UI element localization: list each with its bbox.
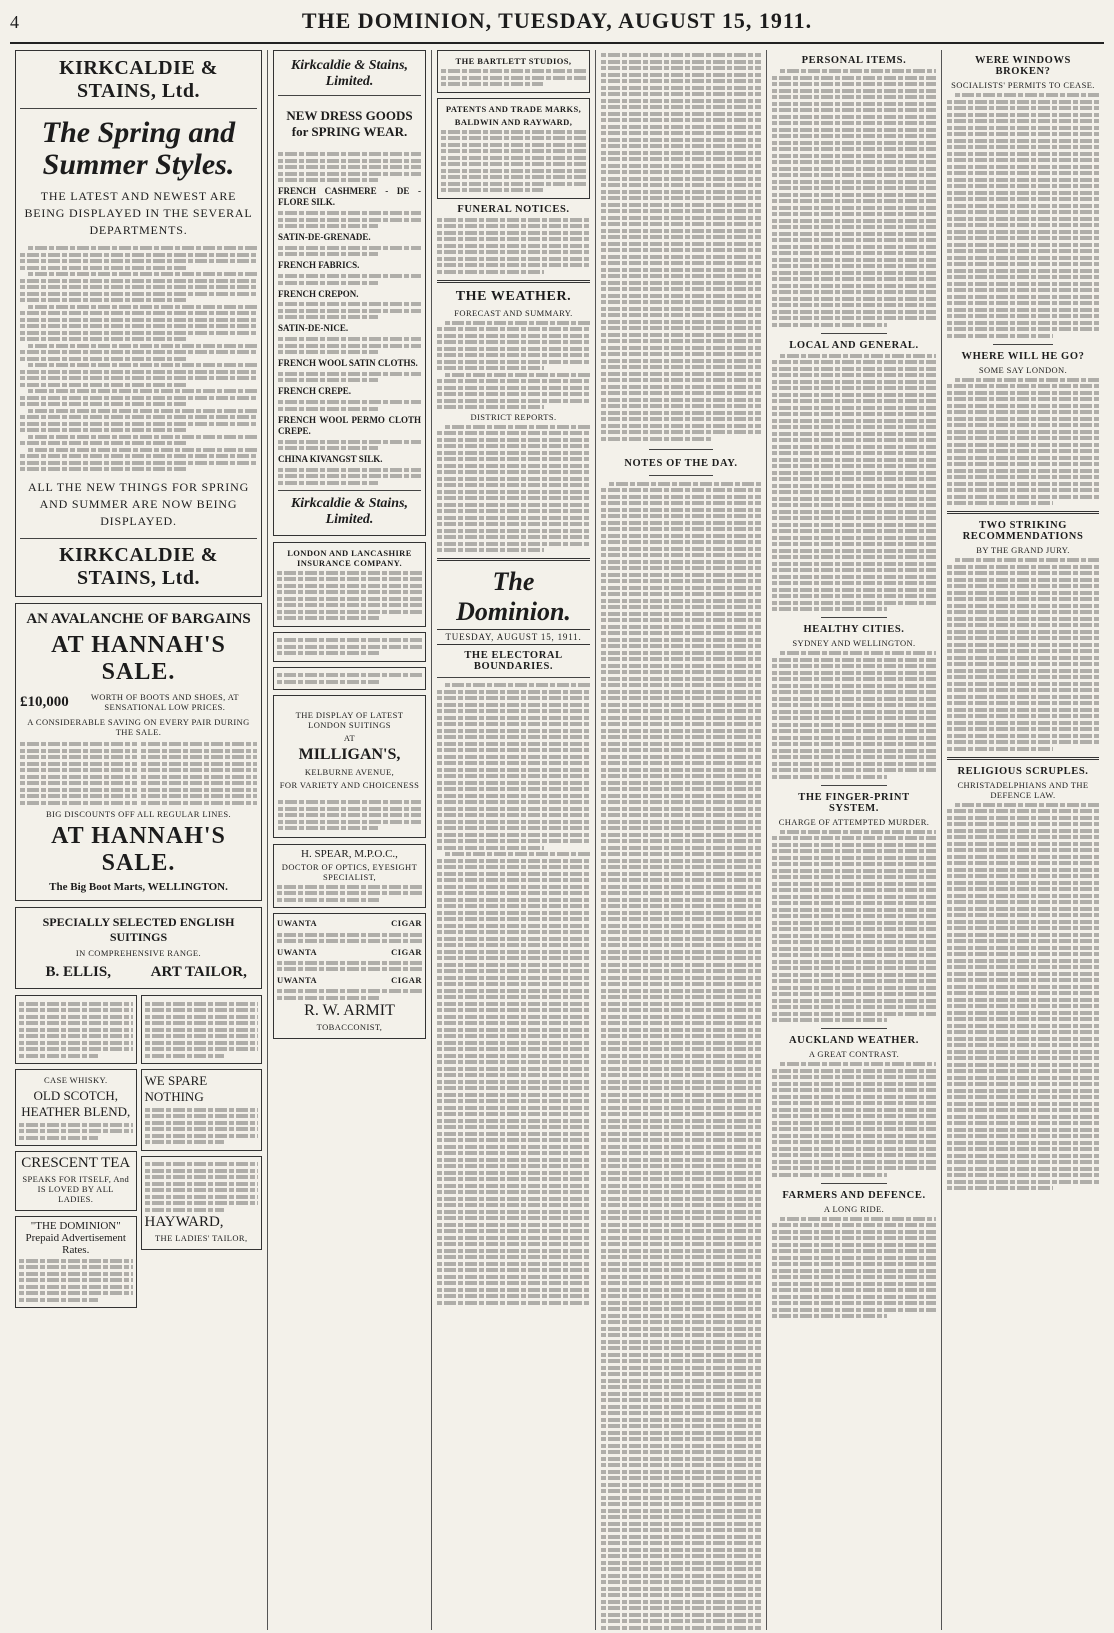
forecast-heading: FORECAST AND SUMMARY.	[454, 307, 573, 318]
dress-item: FRENCH CREPON.	[278, 288, 359, 299]
farmers-sub: A LONG RIDE.	[823, 1203, 885, 1214]
nameplate: The Dominion.	[456, 567, 571, 626]
dress-item: FRENCH WOOL SATIN CLOTHS.	[278, 358, 418, 368]
masthead	[10, 8, 1104, 44]
hannah-sale-ad	[15, 603, 262, 902]
where-heading: WHERE WILL HE GO?	[961, 350, 1085, 362]
finger-sub: CHARGE OF ATTEMPTED MURDER.	[778, 816, 930, 827]
crescent-tea-ad	[15, 1151, 137, 1211]
column-3	[432, 50, 596, 1630]
hayward-sub: THE LADIES' TAILOR,	[154, 1233, 248, 1244]
cigar-label: CIGAR	[391, 918, 422, 929]
kirkcaldie-spring-ad	[15, 50, 262, 597]
hannah-discounts: BIG DISCOUNTS OFF ALL REGULAR LINES.	[45, 809, 232, 820]
ad-subheadline: THE LATEST AND NEWEST ARE BEING DISPLAYED IN THE SEVERAL DEPARTMENTS.	[24, 189, 253, 237]
editorial-continued	[601, 53, 761, 441]
we-spare-nothing-ad	[141, 1069, 263, 1151]
milligan-title: THE DISPLAY OF LATEST LONDON SUITINGS	[295, 710, 404, 731]
milligan-at: AT	[343, 733, 356, 744]
editorial-body	[437, 683, 590, 1305]
art-tailor: ART TAILOR,	[150, 964, 247, 981]
prepaid-rates-ad	[15, 1216, 137, 1308]
firm-name: Kirkcaldie & Stains, Limited.	[290, 58, 409, 89]
dress-item: SATIN-DE-GRENADE.	[278, 232, 371, 242]
wanta-label: UWANTA	[277, 918, 318, 929]
bulkley-ad	[273, 667, 426, 691]
patents-ad	[437, 98, 590, 199]
column-5	[767, 50, 942, 1630]
hannah-mart: The Big Boot Marts, WELLINGTON.	[49, 881, 228, 894]
suitings-sub: IN COMPREHENSIVE RANGE.	[75, 948, 202, 959]
armit-sub: TOBACCONIST,	[316, 1022, 383, 1032]
hannah-title: AT HANNAH'S SALE.	[51, 631, 226, 685]
whisky-ad	[15, 1069, 137, 1146]
auckland-heading: AUCKLAND WEATHER.	[789, 1035, 919, 1046]
wanta-label: UWANTA	[277, 974, 318, 985]
cigar-label: CIGAR	[391, 946, 422, 957]
column-1	[10, 50, 268, 1630]
local-heading: LOCAL AND GENERAL.	[789, 339, 919, 351]
dress-item: FRENCH FABRICS.	[278, 260, 360, 271]
column-2	[268, 50, 432, 1630]
healthy-sub: SYDNEY AND WELLINGTON.	[792, 638, 916, 648]
baldwin: BALDWIN AND RAYWARD,	[454, 116, 573, 127]
patents: PATENTS AND TRADE MARKS,	[445, 103, 582, 114]
new-dress-goods: NEW DRESS GOODS for SPRING WEAR.	[286, 108, 413, 139]
milligan-for: FOR VARIETY AND CHOICENESS	[279, 780, 420, 791]
hannah-amount-text: WORTH OF BOOTS AND SHOES, AT SENSATIONAL LOW PRICES.	[90, 691, 239, 712]
spear-name: H. SPEAR, M.P.O.C.,	[301, 847, 398, 860]
milligan-ad	[273, 695, 426, 838]
finger-heading: THE FINGER-PRINT SYSTEM.	[798, 791, 910, 814]
bartlett: THE BARTLETT STUDIOS,	[455, 56, 572, 66]
crescent-tea: CRESCENT TEA	[21, 1155, 131, 1172]
page-number: 4	[10, 12, 19, 32]
district-heading: DISTRICT REPORTS.	[470, 411, 557, 422]
dental-ad	[273, 632, 426, 662]
funeral-heading: FUNERAL NOTICES.	[457, 203, 570, 215]
farmers-heading: FARMERS AND DEFENCE.	[782, 1189, 926, 1201]
auckland-sub: A GREAT CONTRAST.	[808, 1049, 900, 1059]
hannah-price-list	[20, 740, 257, 808]
cigar-ad	[273, 913, 426, 1039]
ellis-name: B. ELLIS,	[45, 964, 111, 981]
spear-sub: DOCTOR OF OPTICS, EYESIGHT SPECIALIST,	[281, 861, 418, 882]
london-insurance: LONDON AND LANCASHIRE INSURANCE COMPANY.	[287, 547, 412, 568]
old-scotch: OLD SCOTCH, HEATHER BLEND,	[21, 1088, 131, 1120]
wanta-label: UWANTA	[277, 946, 318, 957]
ad-headline: The Spring and Summer Styles.	[41, 116, 236, 181]
where-sub: SOME SAY LONDON.	[978, 364, 1068, 375]
hannah-title-bottom: AT HANNAH'S SALE.	[51, 823, 226, 877]
newspaper-title: THE DOMINION, TUESDAY, AUGUST 15, 1911.	[301, 8, 813, 33]
notes-body	[601, 482, 761, 1631]
milligan-street: KELBURNE AVENUE,	[304, 767, 395, 778]
suitings-title: SPECIALLY SELECTED ENGLISH SUITINGS	[42, 915, 235, 945]
bartlett-ad	[437, 50, 590, 93]
ad-firm-name-bottom: KIRKCALDIE & STAINS, Ltd.	[59, 543, 218, 589]
ad-body-text	[20, 246, 257, 471]
dress-item: SATIN-DE-NICE.	[278, 323, 349, 334]
dress-item: CHINA KIVANGST SILK.	[278, 454, 383, 464]
money-to-lend-ad	[141, 995, 263, 1064]
firm-name-bottom: Kirkcaldie & Stains, Limited.	[290, 495, 409, 527]
personal-heading: PERSONAL ITEMS.	[801, 55, 907, 66]
suitings-ad	[15, 907, 262, 989]
case-whisky: CASE WHISKY.	[43, 1075, 108, 1086]
london-insurance-ad	[273, 542, 426, 627]
dress-item: FRENCH CASHMERE - DE - FLORE SILK.	[278, 186, 421, 208]
armit-name: R. W. ARMIT	[304, 1002, 395, 1019]
column-4	[596, 50, 767, 1630]
prepaid-rates: "THE DOMINION" Prepaid Advertisement Rates.	[25, 1220, 126, 1257]
notes-heading: NOTES OF THE DAY.	[624, 457, 738, 469]
hayward-ad	[141, 1156, 263, 1251]
hayward-name: HAYWARD,	[144, 1214, 224, 1231]
hannah-amount: £10,000	[20, 693, 69, 710]
hannah-headline: AN AVALANCHE OF BARGAINS	[26, 610, 251, 627]
hannah-saving: A CONSIDERABLE SAVING ON EVERY PAIR DURING THE SALE.	[27, 716, 250, 737]
religious-heading: RELIGIOUS SCRUPLES.	[957, 765, 1089, 777]
dress-item: FRENCH CREPE.	[278, 386, 352, 397]
dressed-spring-ad	[15, 995, 137, 1064]
healthy-heading: HEALTHY CITIES.	[803, 624, 905, 635]
we-spare-nothing: WE SPARE NOTHING	[144, 1073, 208, 1105]
windows-heading: WERE WINDOWS BROKEN?	[975, 55, 1071, 77]
issue-date: TUESDAY, AUGUST 15, 1911.	[437, 629, 590, 645]
weather-heading: THE WEATHER.	[455, 288, 572, 304]
religious-sub: CHRISTADELPHIANS AND THE DEFENCE LAW.	[957, 779, 1089, 800]
ad-footer: ALL THE NEW THINGS FOR SPRING AND SUMMER ARE NOW BEING DISPLAYED.	[27, 480, 250, 528]
cigar-label: CIGAR	[391, 974, 422, 985]
two-sub: BY THE GRAND JURY.	[976, 545, 1070, 555]
milligan-name: MILLIGAN'S,	[298, 746, 401, 764]
column-6	[942, 50, 1104, 1630]
dress-item: FRENCH WOOL PERMO CLOTH CREPE.	[278, 414, 421, 436]
two-heading: TWO STRIKING RECOMMENDATIONS	[962, 520, 1084, 542]
electoral-heading: THE ELECTORAL BOUNDARIES.	[464, 650, 563, 672]
ad-firm-name: KIRKCALDIE & STAINS, Ltd.	[59, 57, 218, 102]
windows-sub: SOCIALISTS' PERMITS TO CEASE.	[951, 80, 1095, 90]
kirkcaldie-dress-ad	[273, 50, 426, 536]
crescent-sub: SPEAKS FOR ITSELF, And IS LOVED BY ALL LADIES.	[22, 1174, 130, 1205]
spear-ad	[273, 844, 426, 909]
